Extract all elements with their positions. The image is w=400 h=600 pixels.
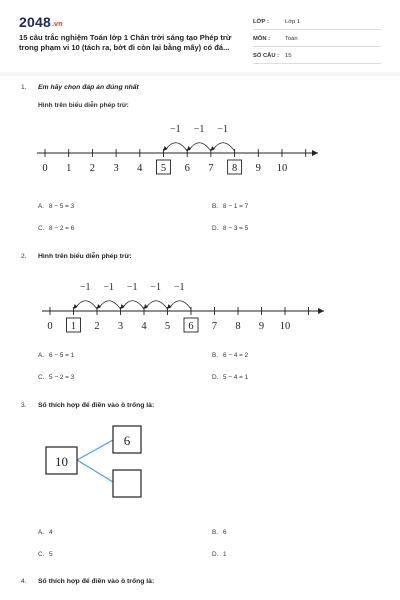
tick-label: 4	[137, 163, 143, 174]
header-divider	[0, 72, 400, 76]
q2-option-c[interactable]: C. 5 − 2 = 3	[38, 374, 75, 381]
tick-label: 6	[188, 321, 194, 332]
meta-class: LỚP : Lớp 1	[253, 15, 381, 30]
tree-whole-value: 10	[55, 454, 68, 469]
q2-option-a[interactable]: A. 6 − 5 = 1	[38, 352, 75, 359]
document-meta	[253, 15, 381, 66]
tick-label: 3	[117, 321, 124, 332]
tick-label: 7	[208, 163, 214, 174]
tick-label: 2	[89, 163, 96, 174]
q3-number-tree	[40, 420, 160, 505]
q1-prompt: Hình trên biểu diễn phép trừ:	[38, 102, 129, 109]
jump-label: −1	[170, 124, 181, 135]
tick-label: 3	[113, 163, 119, 174]
jump-label: −1	[217, 124, 229, 135]
q1-number-line	[30, 118, 330, 182]
axis-arrow-icon	[318, 308, 324, 314]
tick-label: 7	[211, 321, 218, 332]
jump-arrowhead-icon	[97, 304, 101, 309]
jump-arrowhead-icon	[121, 304, 125, 309]
tick-label: 10	[279, 321, 291, 332]
q3-option-b[interactable]: B. 6	[212, 529, 227, 536]
jump-arc	[76, 301, 98, 309]
jump-arrowhead-icon	[168, 304, 172, 309]
tick-label: 6	[184, 163, 190, 174]
tree-branch-top	[77, 440, 113, 460]
jump-label: −1	[193, 124, 205, 135]
jump-label: −1	[103, 282, 115, 293]
tick-label: 1	[70, 321, 77, 332]
q3-number: 3.	[21, 402, 27, 409]
jump-arrowhead-icon	[211, 146, 215, 151]
tick-label: 8	[231, 163, 238, 174]
q3-option-d[interactable]: D. 1	[212, 551, 227, 558]
tick-label: 4	[141, 321, 147, 332]
axis-arrow-icon	[312, 150, 318, 156]
jump-arc	[170, 301, 192, 309]
tick-label: 5	[160, 163, 167, 174]
q1-option-d[interactable]: D. 8 − 3 = 5	[212, 225, 249, 232]
tree-branch-bottom	[77, 460, 113, 482]
document-title: 15 câu trắc nghiệm Toán lớp 1 Chân trời sáng tạo Phép trừ trong phạm vi 10 (tách ra, bớt đi còn lại bằng mấy) có đá...	[19, 33, 232, 52]
jump-label: −1	[126, 282, 138, 293]
meta-subject: MÔN : Toán	[253, 32, 381, 47]
tick-label: 2	[94, 321, 100, 332]
logo-suffix: .vn	[51, 21, 63, 28]
tick-label: 0	[42, 163, 48, 174]
q3-option-a[interactable]: A. 4	[38, 529, 53, 536]
tick-label: 5	[164, 321, 171, 332]
meta-question-count: SỐ CÂU : 15	[253, 49, 381, 64]
jump-arc	[166, 143, 188, 151]
jump-arrowhead-icon	[74, 304, 78, 309]
jump-label: −1	[79, 282, 91, 293]
tick-label: 9	[255, 163, 261, 174]
tick-label: 9	[258, 321, 265, 332]
jump-arrowhead-icon	[164, 146, 168, 151]
tick-label: 1	[66, 163, 72, 174]
q1-option-b[interactable]: B. 8 − 1 = 7	[212, 203, 249, 210]
jump-label: −1	[173, 282, 185, 293]
q4-prompt: Số thích hợp để điền vào ô trống là:	[38, 578, 155, 585]
tree-blank-box[interactable]	[113, 470, 141, 497]
tree-part1-value: 6	[123, 433, 131, 448]
q2-number: 2.	[21, 253, 27, 260]
q2-prompt: Hình trên biểu diễn phép trừ:	[38, 253, 132, 260]
jump-arrowhead-icon	[187, 146, 191, 151]
q2-option-b[interactable]: B. 6 − 4 = 2	[212, 352, 249, 359]
jump-arc	[146, 301, 168, 309]
tick-label: 10	[276, 163, 288, 174]
q4-number: 4.	[21, 578, 27, 585]
q1-option-a[interactable]: A. 8 − 5 = 3	[38, 203, 75, 210]
site-logo[interactable]: 2048.vn	[19, 14, 63, 30]
jump-arc	[99, 301, 121, 309]
jump-arrowhead-icon	[144, 304, 148, 309]
q2-number-line	[32, 278, 332, 342]
jump-label: −1	[150, 282, 162, 293]
q1-instruction: Em hãy chọn đáp án đúng nhất	[38, 84, 139, 91]
jump-arc	[213, 143, 235, 151]
tick-label: 0	[47, 321, 53, 332]
tick-label: 8	[235, 321, 241, 332]
q2-option-d[interactable]: D. 5 − 4 = 1	[212, 374, 249, 381]
q1-number: 1.	[21, 84, 27, 91]
q1-option-c[interactable]: C. 8 − 2 = 6	[38, 225, 75, 232]
q3-option-c[interactable]: C. 5	[38, 551, 53, 558]
jump-arc	[189, 143, 211, 151]
q3-prompt: Số thích hợp để điền vào ô trống là:	[38, 402, 155, 409]
jump-arc	[123, 301, 145, 309]
page-header	[0, 0, 400, 73]
